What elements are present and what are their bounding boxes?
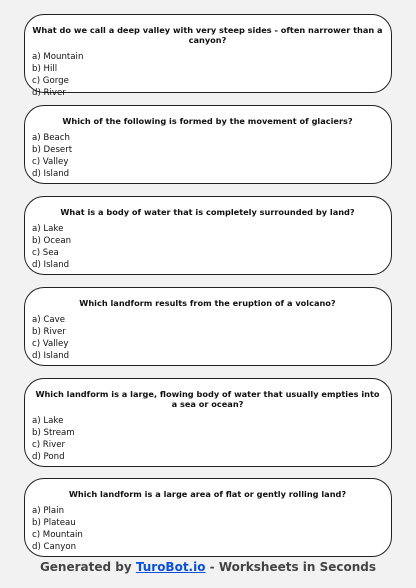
option-b: b) Hill: [32, 64, 58, 74]
question-card-5: [24, 378, 392, 467]
option-d: d) River: [32, 88, 66, 98]
question-text: Which landform results from the eruption of a volcano?: [79, 298, 336, 308]
question-text: What is a body of water that is completely surrounded by land?: [60, 207, 355, 217]
option-a: a) Cave: [32, 315, 65, 325]
option-b: b) Plateau: [32, 518, 76, 528]
option-a: a) Lake: [32, 224, 64, 234]
question-text: Which of the following is formed by the movement of glaciers?: [62, 116, 353, 126]
option-c: c) Valley: [32, 339, 69, 349]
question-text: Which landform is a large, flowing body of water that usually empties into a sea or ocean?: [35, 389, 380, 409]
option-c: c) Mountain: [32, 530, 83, 540]
question-text: What do we call a deep valley with very steep sides - often narrower than a canyon?: [32, 25, 383, 45]
option-d: d) Island: [32, 351, 70, 361]
question-card-2: [24, 105, 392, 184]
question-text: Which landform is a large area of flat or gently rolling land?: [68, 489, 347, 499]
option-d: d) Pond: [32, 452, 65, 462]
option-b: b) Stream: [32, 428, 75, 438]
option-c: c) Sea: [32, 248, 59, 258]
option-a: a) Plain: [32, 506, 65, 516]
option-a: a) Beach: [32, 133, 70, 143]
question-card-4: [24, 287, 392, 366]
option-d: d) Island: [32, 169, 70, 179]
option-d: d) Island: [32, 260, 70, 270]
footer: [0, 560, 416, 574]
option-c: c) River: [32, 440, 66, 450]
option-b: b) Desert: [32, 145, 73, 155]
option-b: b) River: [32, 327, 66, 337]
question-card-6: [24, 478, 392, 557]
question-card-1: [24, 14, 392, 98]
footer-suffix: - Worksheets in Seconds: [205, 560, 377, 574]
option-c: c) Gorge: [32, 76, 69, 86]
footer-prefix: Generated by: [39, 560, 136, 574]
option-b: b) Ocean: [32, 236, 72, 246]
option-a: a) Mountain: [32, 52, 84, 62]
option-c: c) Valley: [32, 157, 69, 167]
turobot-link[interactable]: TuroBot.io: [135, 560, 206, 574]
question-card-3: [24, 196, 392, 275]
option-a: a) Lake: [32, 416, 64, 426]
option-d: d) Canyon: [32, 542, 77, 552]
